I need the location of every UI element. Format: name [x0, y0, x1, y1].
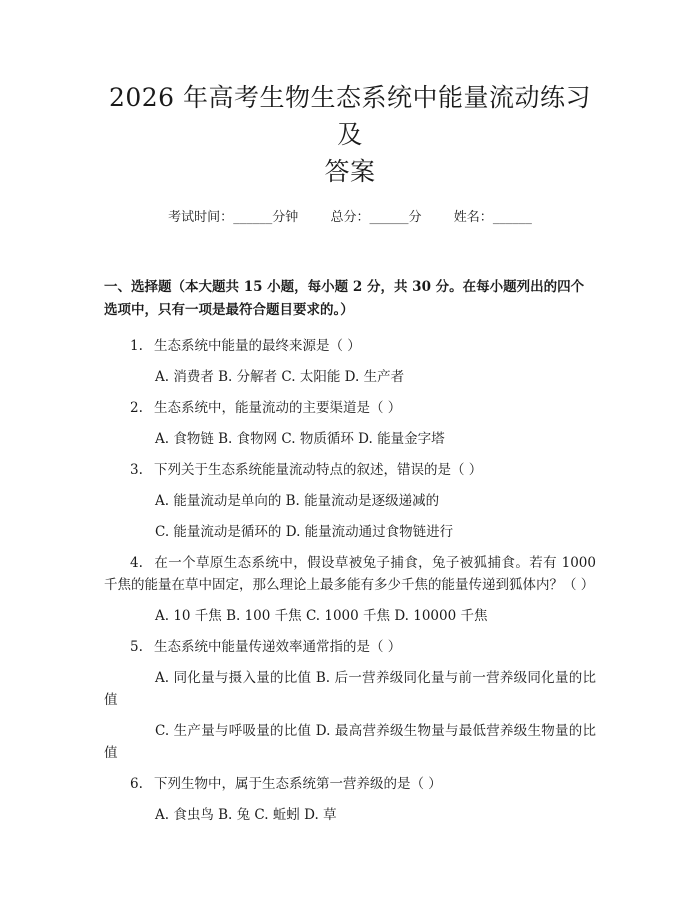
question-2 — [104, 397, 596, 419]
score-blank: ______ — [369, 210, 409, 225]
name-label: 姓名： — [453, 210, 493, 225]
question-number: 3. — [130, 462, 143, 478]
exam-info-line — [104, 208, 596, 228]
section-heading: 一、选择题（本大题共 15 小题，每小题 2 分，共 30 分。在每小题列出的四个选项中，只有一项是最符合题目要求的。） — [104, 279, 585, 318]
name-blank: ______ — [492, 210, 532, 225]
question-number: 1. — [130, 338, 143, 354]
exam-title-line2: 答案 — [324, 157, 376, 186]
question-number: 4. — [130, 555, 143, 571]
question-number: 2. — [130, 400, 143, 416]
time-label: 考试时间： — [168, 210, 234, 225]
question-options: A. 食物链 B. 食物网 C. 物质循环 D. 能量金字塔 — [155, 431, 445, 447]
exam-title-line1: 2026 年高考生物生态系统中能量流动练习及 — [108, 83, 592, 149]
question-options: A. 能量流动是单向的 B. 能量流动是逐级递减的 — [155, 493, 440, 509]
question-4 — [104, 552, 596, 596]
time-unit: 分钟 — [272, 210, 299, 225]
question-1 — [104, 335, 596, 357]
time-blank: ______ — [233, 210, 273, 225]
question-stem: 生态系统中能量传递效率通常指的是（ ） — [154, 639, 402, 655]
question-stem: 下列生物中，属于生态系统第一营养级的是（ ） — [154, 776, 442, 792]
question-number: 6. — [130, 776, 143, 792]
question-options: C. 生产量与呼吸量的比值 D. 最高营养级生物量与最低营养级生物量的比值 — [104, 723, 596, 761]
question-stem: 在一个草原生态系统中，假设草被兔子捕食，兔子被狐捕食。若有 1000 千焦的能量在草中固定，那么理论上最多能有多少千焦的能量传递到狐体内？（ ） — [104, 555, 596, 593]
question-options: C. 能量流动是循环的 D. 能量流动通过食物链进行 — [155, 524, 454, 540]
question-options: A. 10 千焦 B. 100 千焦 C. 1000 千焦 D. 10000 千焦 — [155, 608, 488, 624]
question-number: 5. — [130, 639, 143, 655]
question-options: A. 同化量与摄入量的比值 B. 后一营养级同化量与前一营养级同化量的比值 — [104, 670, 596, 708]
question-stem: 生态系统中能量的最终来源是（ ） — [154, 338, 361, 354]
exam-title — [104, 0, 596, 190]
question-6 — [104, 773, 596, 795]
score-label: 总分： — [330, 210, 370, 225]
score-unit: 分 — [408, 210, 422, 225]
question-options: A. 消费者 B. 分解者 C. 太阳能 D. 生产者 — [155, 369, 405, 385]
question-options: A. 食虫鸟 B. 兔 C. 蚯蚓 D. 草 — [155, 807, 337, 823]
question-stem: 生态系统中，能量流动的主要渠道是（ ） — [154, 400, 402, 416]
question-5 — [104, 636, 596, 658]
question-3 — [104, 459, 596, 481]
question-stem: 下列关于生态系统能量流动特点的叙述，错误的是（ ） — [154, 462, 483, 478]
